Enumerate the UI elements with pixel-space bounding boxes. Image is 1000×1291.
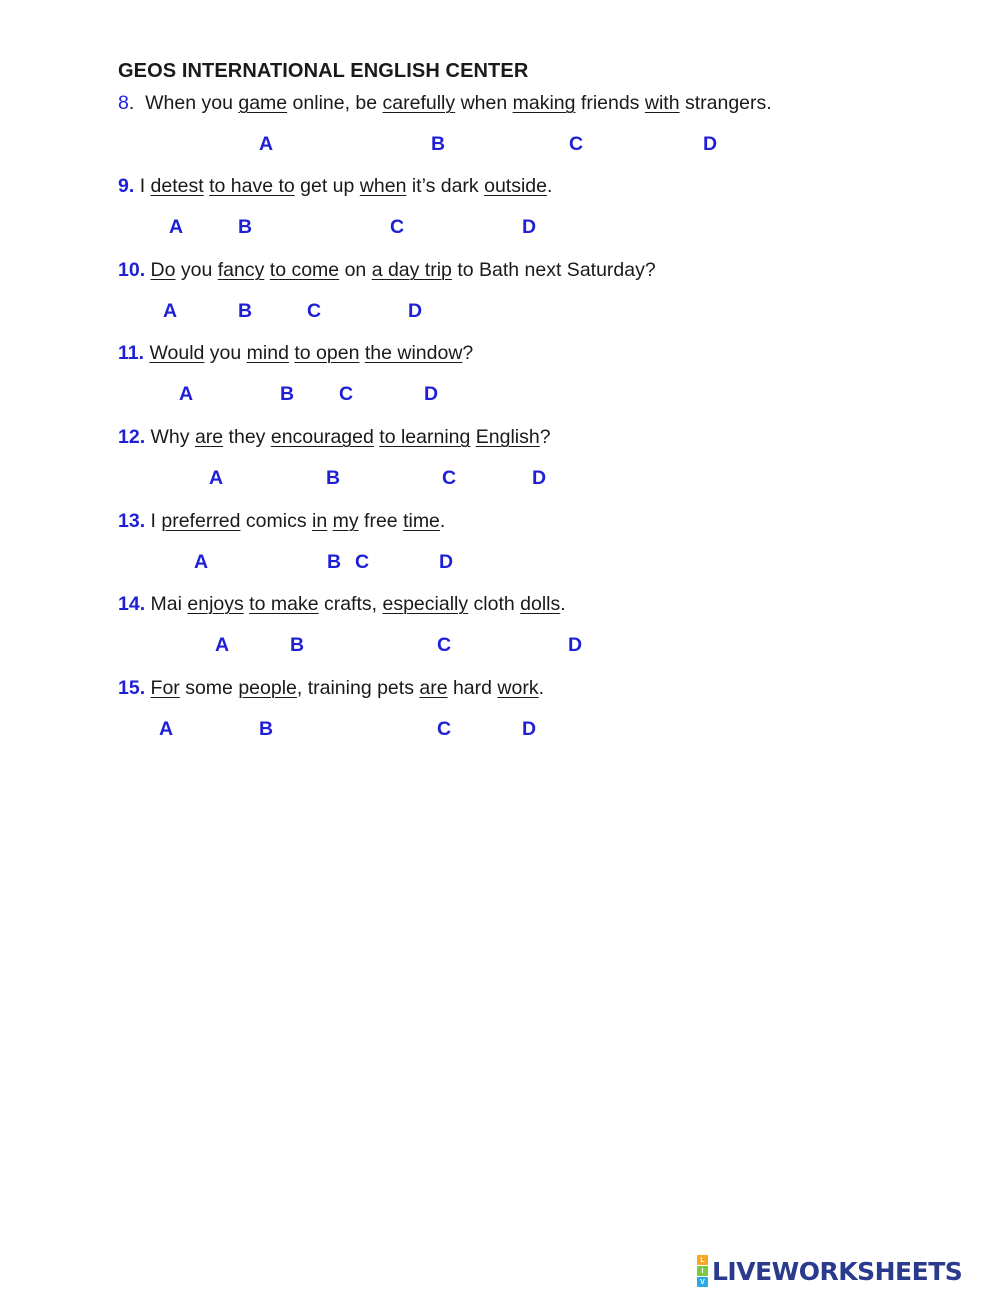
underlined-option-text: to come [269,259,340,281]
underlined-option-text: the window [364,342,463,364]
question-number: 15. [118,677,146,699]
option-label-a[interactable]: A [259,133,274,155]
underlined-option-text: carefully [382,92,456,114]
question-11 [118,340,473,366]
question-15 [118,675,544,701]
question-number: 8 [118,92,129,114]
option-label-a[interactable]: A [194,551,209,573]
underlined-option-text: outside [484,175,547,197]
option-label-d[interactable]: D [522,216,537,238]
sentence-text: to Bath next Saturday? [451,259,656,281]
underlined-option-text: in [312,510,328,532]
underlined-option-text: making [512,92,576,114]
logo-block: I [697,1266,708,1276]
option-label-c[interactable]: C [437,718,452,740]
sentence-text: When you [145,92,239,114]
underlined-option-text: a day trip [371,259,452,281]
underlined-option-text: work [497,677,539,699]
sentence-text: some [179,677,239,699]
underlined-option-text: people [238,677,297,699]
sentence-text: strangers. [679,92,772,114]
underlined-option-text: to make [249,593,319,615]
sentence-text: . [439,510,446,532]
underlined-option-text: game [238,92,288,114]
option-label-b[interactable]: B [280,383,295,405]
option-label-d[interactable]: D [532,467,547,489]
underlined-option-text: enjoys [187,593,244,615]
underlined-option-text: Do [150,259,176,281]
question-9 [118,173,552,199]
sentence-text: . [538,677,545,699]
sentence-text: you [204,342,247,364]
option-label-a[interactable]: A [215,634,230,656]
option-label-a[interactable]: A [179,383,194,405]
brand-name: LIVEWORKSHEETS [712,1256,963,1286]
option-label-a[interactable]: A [169,216,184,238]
question-8: 8. When you game online, be carefully when making friends with strangers. [118,92,772,114]
sentence-text: ? [539,426,551,448]
option-label-b[interactable]: B [259,718,274,740]
sentence-text: cloth [468,593,521,615]
sentence-text: crafts, [318,593,383,615]
sentence-text: friends [575,92,645,114]
underlined-option-text: English [475,426,540,448]
option-label-d[interactable]: D [568,634,583,656]
sentence-text: comics [240,510,313,532]
question-number: 12. [118,426,146,448]
option-label-b[interactable]: B [327,551,342,573]
underlined-option-text: encouraged [270,426,374,448]
sentence-text: I [150,510,162,532]
option-label-b[interactable]: B [290,634,305,656]
option-label-c[interactable]: C [437,634,452,656]
option-label-a[interactable]: A [209,467,224,489]
underlined-option-text: time [403,510,440,532]
logo-block: L [697,1255,708,1265]
sentence-text: . [560,593,566,615]
sentence-text: on [339,259,372,281]
option-label-b[interactable]: B [238,216,253,238]
sentence-text: , training pets [296,677,420,699]
underlined-option-text: to learning [379,426,471,448]
option-label-d[interactable]: D [522,718,537,740]
question-number: 10. [118,259,146,281]
underlined-option-text: mind [246,342,289,364]
question-12 [118,424,551,450]
question-10 [118,257,656,283]
option-label-a[interactable]: A [163,300,178,322]
sentence-text: it’s dark [406,175,485,197]
sentence-text: . [546,175,553,197]
option-label-b[interactable]: B [326,467,341,489]
sentence-text: Why [150,426,195,448]
option-label-d[interactable]: D [439,551,454,573]
sentence-text: free [358,510,404,532]
question-number: 14. [118,593,146,615]
sentence-text: get up [294,175,360,197]
underlined-option-text: fancy [217,259,265,281]
underlined-option-text: detest [150,175,204,197]
sentence-text: I [139,175,151,197]
underlined-option-text: with [644,92,680,114]
question-14 [118,591,566,617]
underlined-option-text: to have to [209,175,295,197]
option-label-b[interactable]: B [431,133,446,155]
option-label-c[interactable]: C [355,551,370,573]
sentence-text: when [455,92,513,114]
underlined-option-text: my [332,510,359,532]
sentence-text: you [175,259,218,281]
option-label-c[interactable]: C [390,216,405,238]
question-13 [118,508,445,534]
question-number: 9. [118,175,135,197]
logo-blocks-icon [697,1255,708,1287]
option-label-c[interactable]: C [307,300,322,322]
option-label-d[interactable]: D [703,133,718,155]
option-label-b[interactable]: B [238,300,253,322]
option-label-a[interactable]: A [159,718,174,740]
option-label-c[interactable]: C [569,133,584,155]
question-number: 11. [118,342,145,364]
sentence-text: hard [447,677,498,699]
sentence-text: they [223,426,271,448]
question-number: 13. [118,510,146,532]
option-label-d[interactable]: D [424,383,439,405]
page-title: GEOS INTERNATIONAL ENGLISH CENTER [118,60,529,82]
underlined-option-text: preferred [161,510,241,532]
liveworksheets-logo[interactable] [697,1255,962,1287]
sentence-text: ? [462,342,474,364]
sentence-text: online, be [287,92,383,114]
underlined-option-text: For [150,677,180,699]
underlined-option-text: to open [294,342,360,364]
underlined-option-text: are [419,677,448,699]
underlined-option-text: are [194,426,224,448]
option-label-d[interactable]: D [408,300,423,322]
option-label-c[interactable]: C [339,383,354,405]
option-label-c[interactable]: C [442,467,457,489]
logo-block: V [697,1277,708,1287]
underlined-option-text: when [359,175,407,197]
sentence-text: Mai [150,593,188,615]
underlined-option-text: especially [382,593,469,615]
underlined-option-text: dolls [520,593,561,615]
underlined-option-text: Would [149,342,205,364]
